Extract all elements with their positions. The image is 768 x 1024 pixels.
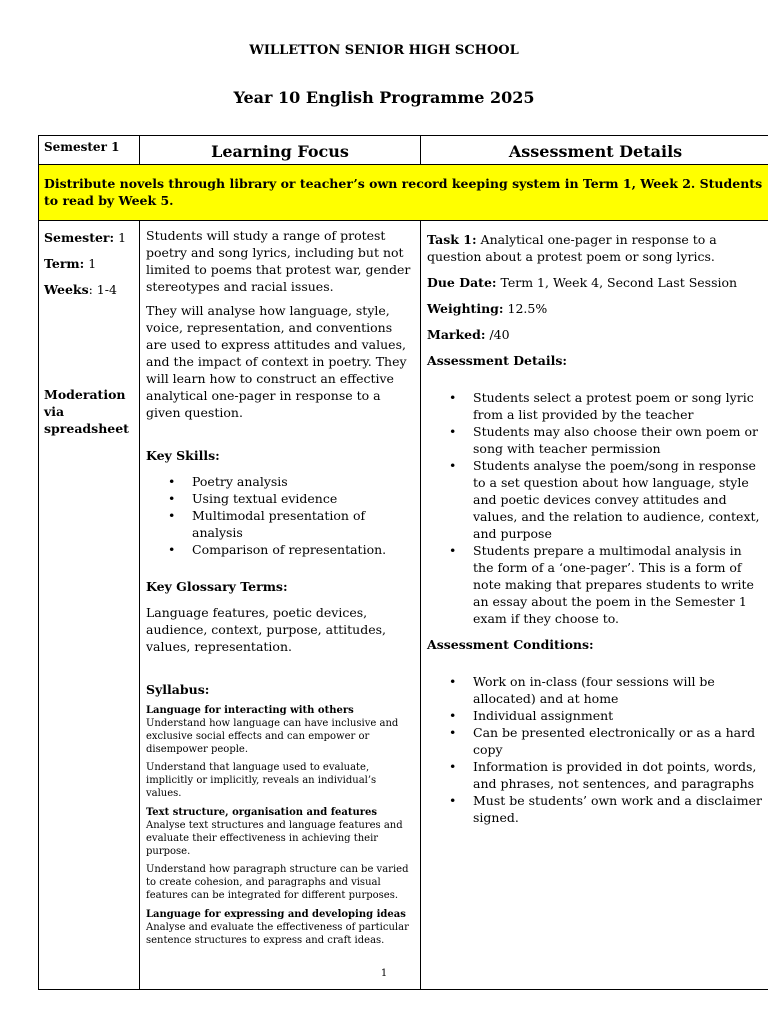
list-item: • Students select a protest poem or song lyric from a list provided by the teacher — [473, 389, 764, 423]
programme-table — [38, 135, 768, 990]
list-item: • Work on in-class (four sessions will be allocated) and at home — [473, 673, 764, 707]
focus-paragraph-1: Students will study a range of protest poetry and song lyrics, including but not limited to poems that protest war, gender stereotypes and racial issues. — [146, 228, 411, 294]
syllabus-text: Understand that language used to evaluate, implicitly or implicitly, reveals an individual’s values. — [146, 762, 377, 799]
list-item: • Poetry analysis — [192, 473, 414, 490]
assessment-details-list — [427, 389, 764, 627]
term-line: Term: 1 — [44, 256, 97, 271]
document-title: Year 10 English Programme 2025 — [233, 88, 535, 107]
list-item: • Students may also choose their own poem or song with teacher permission — [473, 423, 764, 457]
assessment-details-cell — [421, 221, 768, 990]
moderation-note: Moderation via spreadsheet — [44, 387, 129, 436]
header-learning-focus: Learning Focus — [140, 136, 421, 165]
assessment-conditions-heading: Assessment Conditions: — [427, 637, 594, 652]
list-item: • Individual assignment — [473, 707, 764, 724]
key-skills-heading: Key Skills: — [146, 448, 220, 463]
list-item: • Multimodal presentation of analysis — [192, 507, 414, 541]
syllabus-text: Understand how paragraph structure can be varied to create cohesion, and paragraphs and visual features can be integrated for different purposes. — [146, 864, 409, 901]
assessment-conditions-list — [427, 673, 764, 826]
weighting-line: Weighting: 12.5% — [427, 301, 548, 316]
learning-focus-cell — [140, 221, 421, 990]
weeks-line: Weeks: 1-4 — [44, 282, 117, 297]
syllabus-text: Analyse and evaluate the effectiveness of particular sentence structures to express and craft ideas. — [146, 922, 409, 946]
header-assessment-details: Assessment Details — [421, 136, 768, 165]
glossary-text: Language features, poetic devices, audience, context, purpose, attitudes, values, representation. — [146, 605, 386, 654]
semester-line: Semester: 1 — [44, 230, 127, 245]
list-item: • Using textual evidence — [192, 490, 414, 507]
focus-paragraph-2: They will analyse how language, style, voice, representation, and conventions are used to express attitudes and values, and the impact of context in poetry. They will learn how to construct an effective analytical one-pager in response to a given question. — [146, 303, 407, 420]
school-name: WILLETTON SENIOR HIGH SCHOOL — [249, 43, 519, 58]
list-item: • Comparison of representation. — [192, 541, 414, 558]
list-item: • Must be students’ own work and a disclaimer signed. — [473, 792, 764, 826]
key-skills-list — [146, 473, 414, 558]
due-date-line: Due Date: Term 1, Week 4, Second Last Session — [427, 275, 738, 290]
novel-distribution-banner: Distribute novels through library or teacher’s own record keeping system in Term 1, Week 2. Students to read by Week 5. — [39, 165, 768, 221]
syllabus-text: Understand how language can have inclusive and exclusive social effects and can empower or disempower people. — [146, 718, 399, 755]
content-row — [39, 221, 768, 990]
table-header-row — [39, 136, 768, 165]
syllabus-heading: Syllabus: — [146, 682, 210, 697]
task-line: Task 1: Analytical one-pager in response to a question about a protest poem or song lyrics. — [427, 232, 717, 264]
list-item: • Information is provided in dot points, words, and phrases, not sentences, and paragraphs — [473, 758, 764, 792]
list-item: • Students analyse the poem/song in response to a set question about how language, style and poetic devices convey attitudes and values, and the relation to audience, context, and purpose — [473, 457, 764, 542]
syllabus-text: Analyse text structures and language features and evaluate their effectiveness in achieving their purpose. — [146, 820, 403, 857]
list-item: • Students prepare a multimodal analysis in the form of a ‘one-pager’. This is a form of note making that prepares students to write an essay about the poem in the Semester 1 exam if they choose to. — [473, 542, 764, 627]
syllabus-strand-heading: Language for expressing and developing ideas — [146, 909, 406, 920]
assessment-details-heading: Assessment Details: — [427, 353, 568, 368]
banner-row — [39, 165, 768, 221]
list-item: • Can be presented electronically or as a hard copy — [473, 724, 764, 758]
header-semester: Semester 1 — [39, 136, 140, 165]
timing-cell — [39, 221, 140, 990]
syllabus-strand-heading: Text structure, organisation and features — [146, 807, 378, 818]
syllabus-strand-heading: Language for interacting with others — [146, 705, 354, 716]
glossary-heading: Key Glossary Terms: — [146, 579, 288, 594]
marked-line: Marked: /40 — [427, 327, 510, 342]
page-number: 1 — [380, 968, 388, 979]
